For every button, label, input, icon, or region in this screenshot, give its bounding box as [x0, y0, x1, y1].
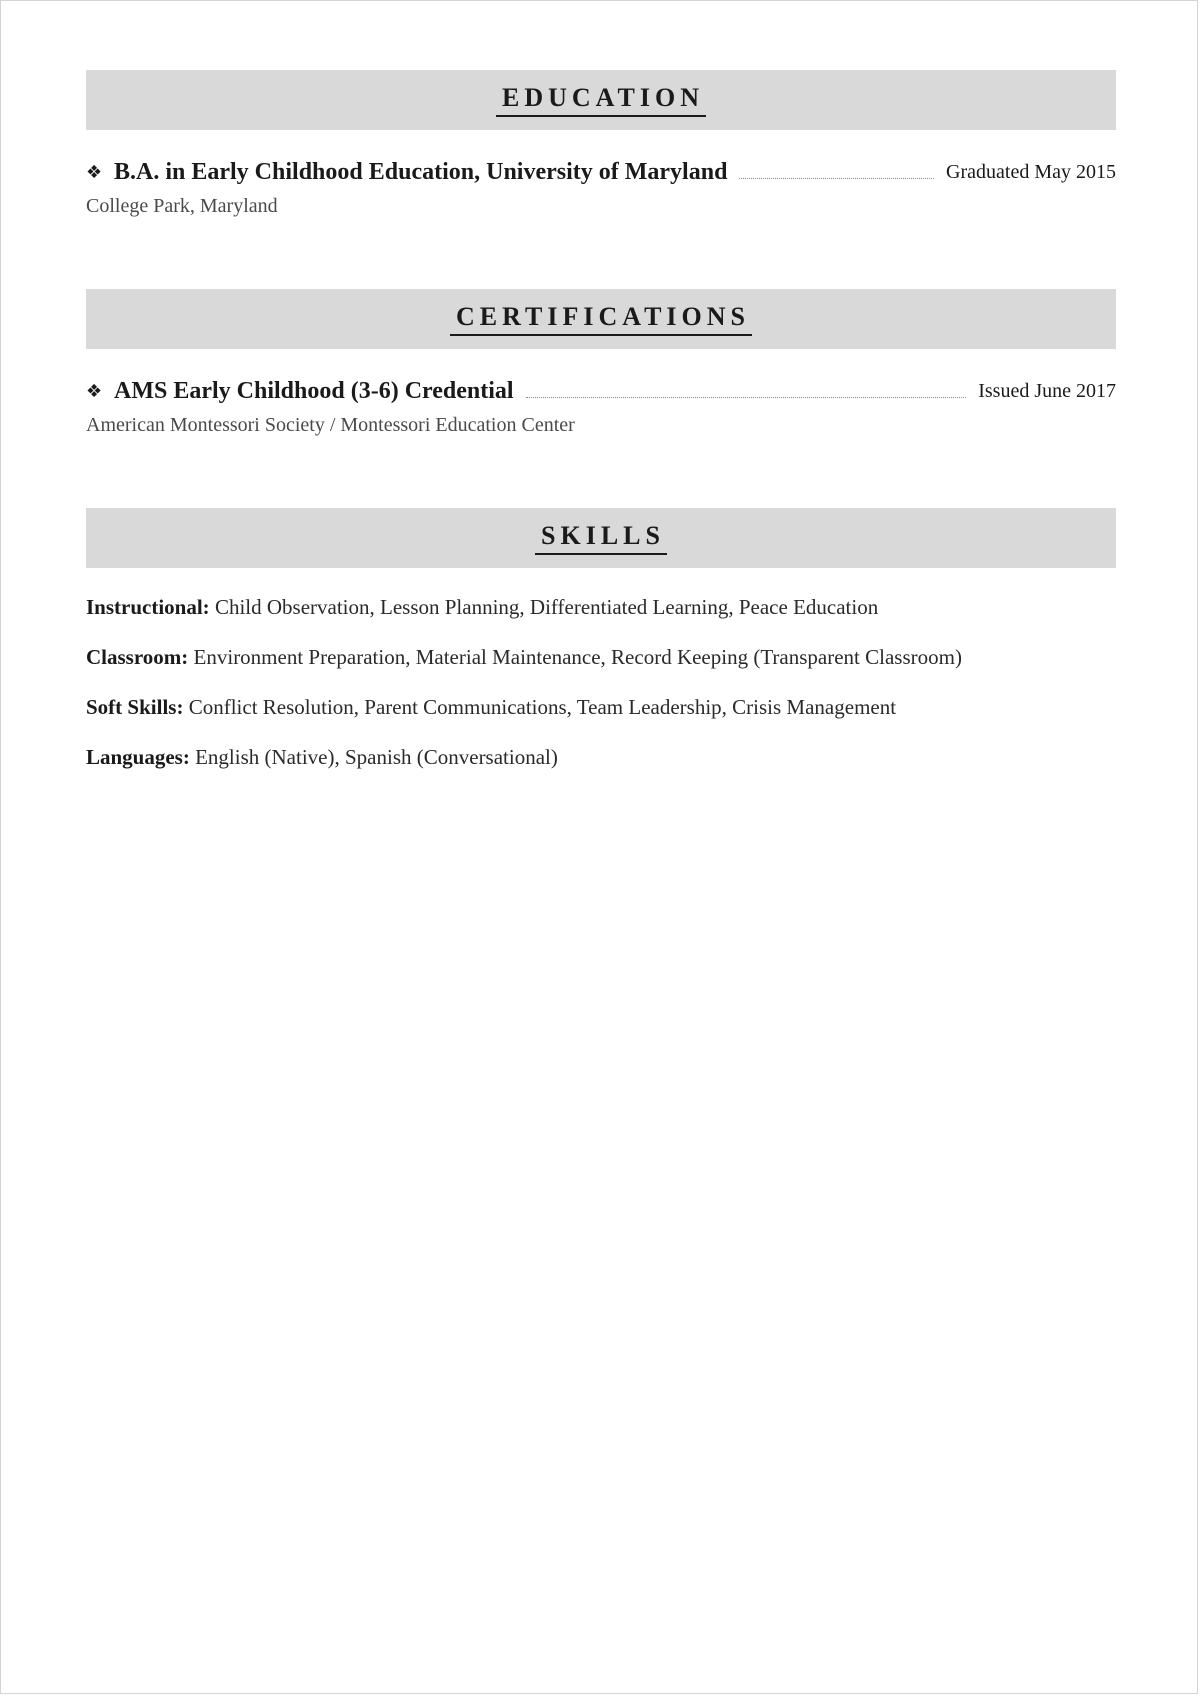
- skill-label: Soft Skills:: [86, 695, 184, 719]
- education-heading: EDUCATION: [496, 83, 706, 117]
- skill-line-instructional: [86, 595, 1116, 620]
- certifications-section-header: [86, 289, 1116, 349]
- dotted-leader: [526, 397, 967, 398]
- education-section-header: [86, 70, 1116, 130]
- skill-text: English (Native), Spanish (Conversational): [195, 745, 558, 769]
- skill-line-languages: [86, 745, 1116, 770]
- skill-text: Environment Preparation, Material Maintenance, Record Keeping (Transparent Classroom): [193, 645, 962, 669]
- skill-line-soft-skills: [86, 695, 1116, 720]
- certification-date: Issued June 2017: [978, 379, 1116, 402]
- graduation-date: Graduated May 2015: [946, 160, 1116, 183]
- skill-text: Conflict Resolution, Parent Communications, Team Leadership, Crisis Management: [188, 695, 897, 719]
- certification-entry: [86, 374, 1116, 408]
- skill-line-classroom: [86, 645, 1116, 670]
- education-location: College Park, Maryland: [86, 195, 278, 217]
- certification-issuer: American Montessori Society / Montessori Education Center: [86, 414, 575, 436]
- diamond-bullet-icon: ❖: [86, 380, 103, 402]
- certifications-heading: CERTIFICATIONS: [450, 302, 752, 336]
- dotted-leader: [739, 178, 934, 179]
- skill-label: Languages:: [86, 745, 190, 769]
- skills-heading: SKILLS: [535, 521, 667, 555]
- certification-title: AMS Early Childhood (3-6) Credential: [114, 377, 514, 404]
- skills-section-header: [86, 508, 1116, 568]
- education-entry: [86, 155, 1116, 189]
- degree-title: B.A. in Early Childhood Education, University of Maryland: [114, 158, 728, 185]
- skill-text: Child Observation, Lesson Planning, Differentiated Learning, Peace Education: [214, 595, 879, 619]
- skill-label: Classroom:: [86, 645, 189, 669]
- diamond-bullet-icon: ❖: [86, 161, 103, 183]
- skill-label: Instructional:: [86, 595, 210, 619]
